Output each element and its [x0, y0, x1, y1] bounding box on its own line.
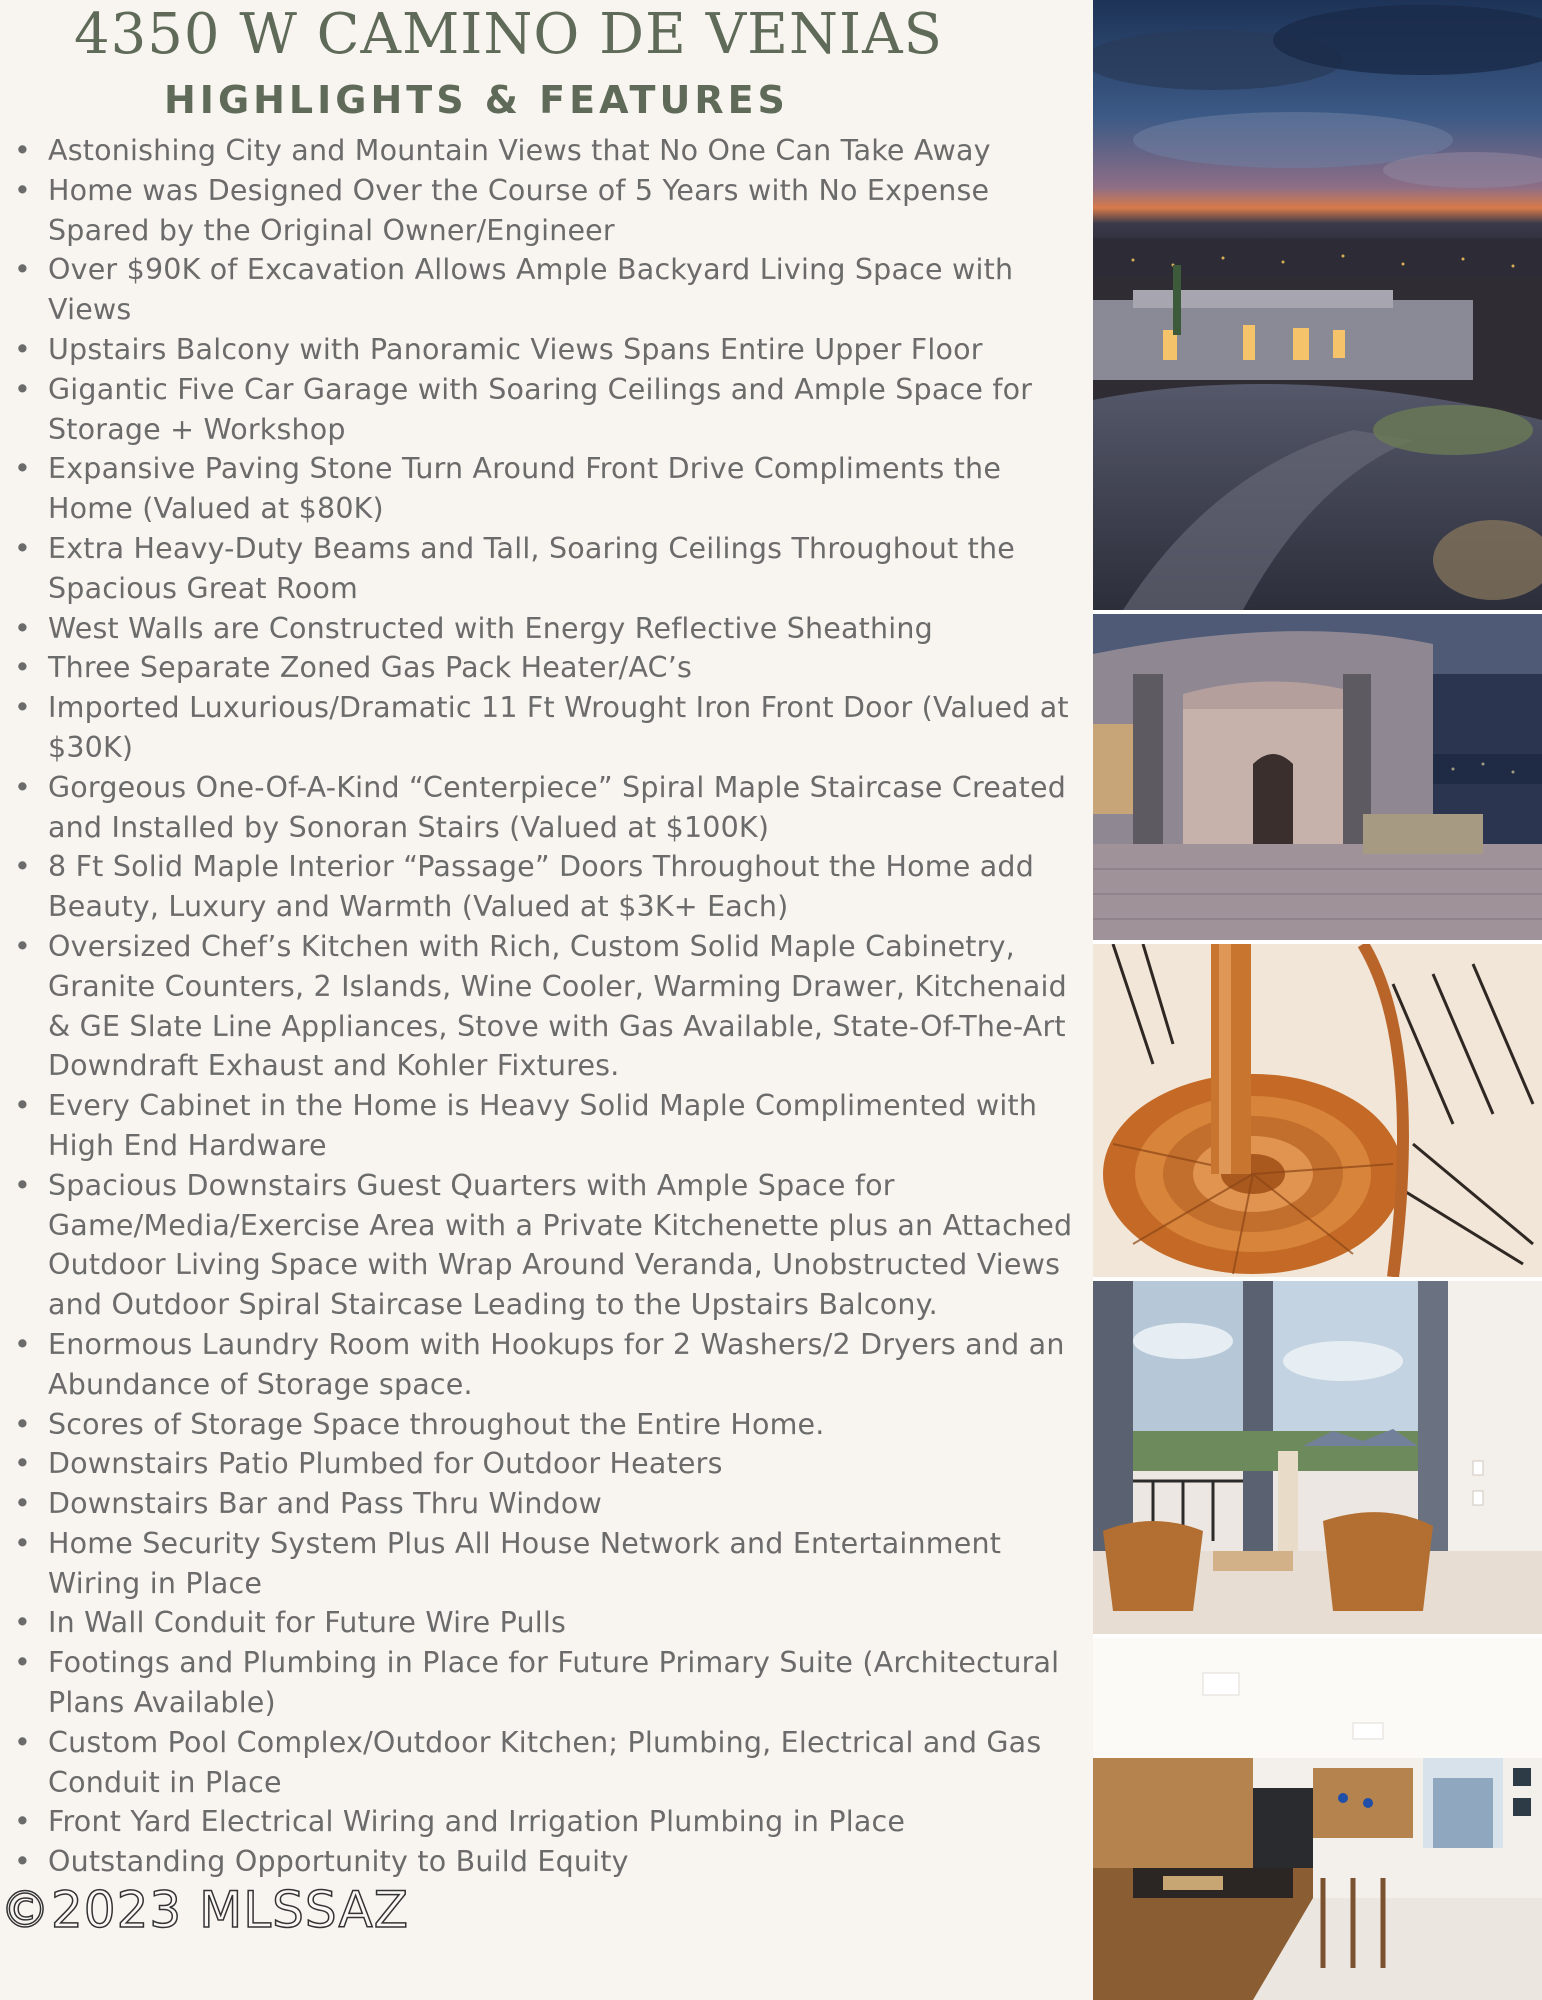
feature-item: • Gigantic Five Car Garage with Soaring Ceilings and Ample Space for Storage + Workshop — [12, 370, 1080, 450]
feature-item: • Front Yard Electrical Wiring and Irrigation Plumbing in Place — [12, 1802, 1080, 1842]
section-subtitle: HIGHLIGHTS & FEATURES — [164, 78, 789, 122]
feature-item: • Enormous Laundry Room with Hookups for 2 Washers/2 Dryers and an Abundance of Storage space. — [12, 1325, 1080, 1405]
feature-item: • Imported Luxurious/Dramatic 11 Ft Wrought Iron Front Door (Valued at $30K) — [12, 688, 1080, 768]
feature-item: • Expansive Paving Stone Turn Around Front Drive Compliments the Home (Valued at $80K) — [12, 449, 1080, 529]
feature-item: • Home Security System Plus All House Network and Entertainment Wiring in Place — [12, 1524, 1080, 1604]
feature-item: • Gorgeous One-Of-A-Kind “Centerpiece” Spiral Maple Staircase Created and Installed by Sonoran Stairs (Valued at $100K) — [12, 768, 1080, 848]
mls-watermark: ©2023 MLSSAZ — [0, 1881, 409, 1939]
feature-item: • Home was Designed Over the Course of 5 Years with No Expense Spared by the Original Owner/Engineer — [12, 171, 1080, 251]
feature-item: • Three Separate Zoned Gas Pack Heater/AC’s — [12, 648, 1080, 688]
feature-item: • Footings and Plumbing in Place for Future Primary Suite (Architectural Plans Available) — [12, 1643, 1080, 1723]
feature-item: • Oversized Chef’s Kitchen with Rich, Custom Solid Maple Cabinetry, Granite Counters, 2 Islands, Wine Cooler, Warming Drawer, Kitchenaid & GE Slate Line Appliances, Stove with Gas Available, State-Of-The-Art Downdraft Exhaust and Kohler Fixtures. — [12, 927, 1080, 1086]
feature-item: • Outstanding Opportunity to Build Equity — [12, 1842, 1080, 1882]
feature-item: • Upstairs Balcony with Panoramic Views Spans Entire Upper Floor — [12, 330, 1080, 370]
photo-column — [1093, 0, 1542, 2000]
exterior-dusk-photo — [1093, 0, 1542, 610]
feature-item: • Extra Heavy-Duty Beams and Tall, Soaring Ceilings Throughout the Spacious Great Room — [12, 529, 1080, 609]
kitchen-photo — [1093, 1638, 1542, 2000]
feature-item: • Scores of Storage Space throughout the Entire Home. — [12, 1405, 1080, 1445]
window-sitting-area-photo — [1093, 1281, 1542, 1634]
feature-item: • Astonishing City and Mountain Views that No One Can Take Away — [12, 131, 1080, 171]
entry-courtyard-photo — [1093, 614, 1542, 940]
feature-item: • Every Cabinet in the Home is Heavy Solid Maple Complimented with High End Hardware — [12, 1086, 1080, 1166]
feature-item: • 8 Ft Solid Maple Interior “Passage” Doors Throughout the Home add Beauty, Luxury and Warmth (Valued at $3K+ Each) — [12, 847, 1080, 927]
feature-item: • Custom Pool Complex/Outdoor Kitchen; Plumbing, Electrical and Gas Conduit in Place — [12, 1723, 1080, 1803]
feature-item: • West Walls are Constructed with Energy Reflective Sheathing — [12, 609, 1080, 649]
features-list — [12, 131, 1080, 1882]
feature-item: • Spacious Downstairs Guest Quarters with Ample Space for Game/Media/Exercise Area with a Private Kitchenette plus an Attached Outdoor Living Space with Wrap Around Veranda, Unobstructed Views and Outdoor Spiral Staircase Leading to the Upstairs Balcony. — [12, 1166, 1080, 1325]
feature-item: • In Wall Conduit for Future Wire Pulls — [12, 1603, 1080, 1643]
feature-item: • Over $90K of Excavation Allows Ample Backyard Living Space with Views — [12, 250, 1080, 330]
feature-item: • Downstairs Patio Plumbed for Outdoor Heaters — [12, 1444, 1080, 1484]
property-title: 4350 W CAMINO DE VENIAS — [74, 2, 943, 67]
feature-item: • Downstairs Bar and Pass Thru Window — [12, 1484, 1080, 1524]
spiral-staircase-photo — [1093, 944, 1542, 1277]
